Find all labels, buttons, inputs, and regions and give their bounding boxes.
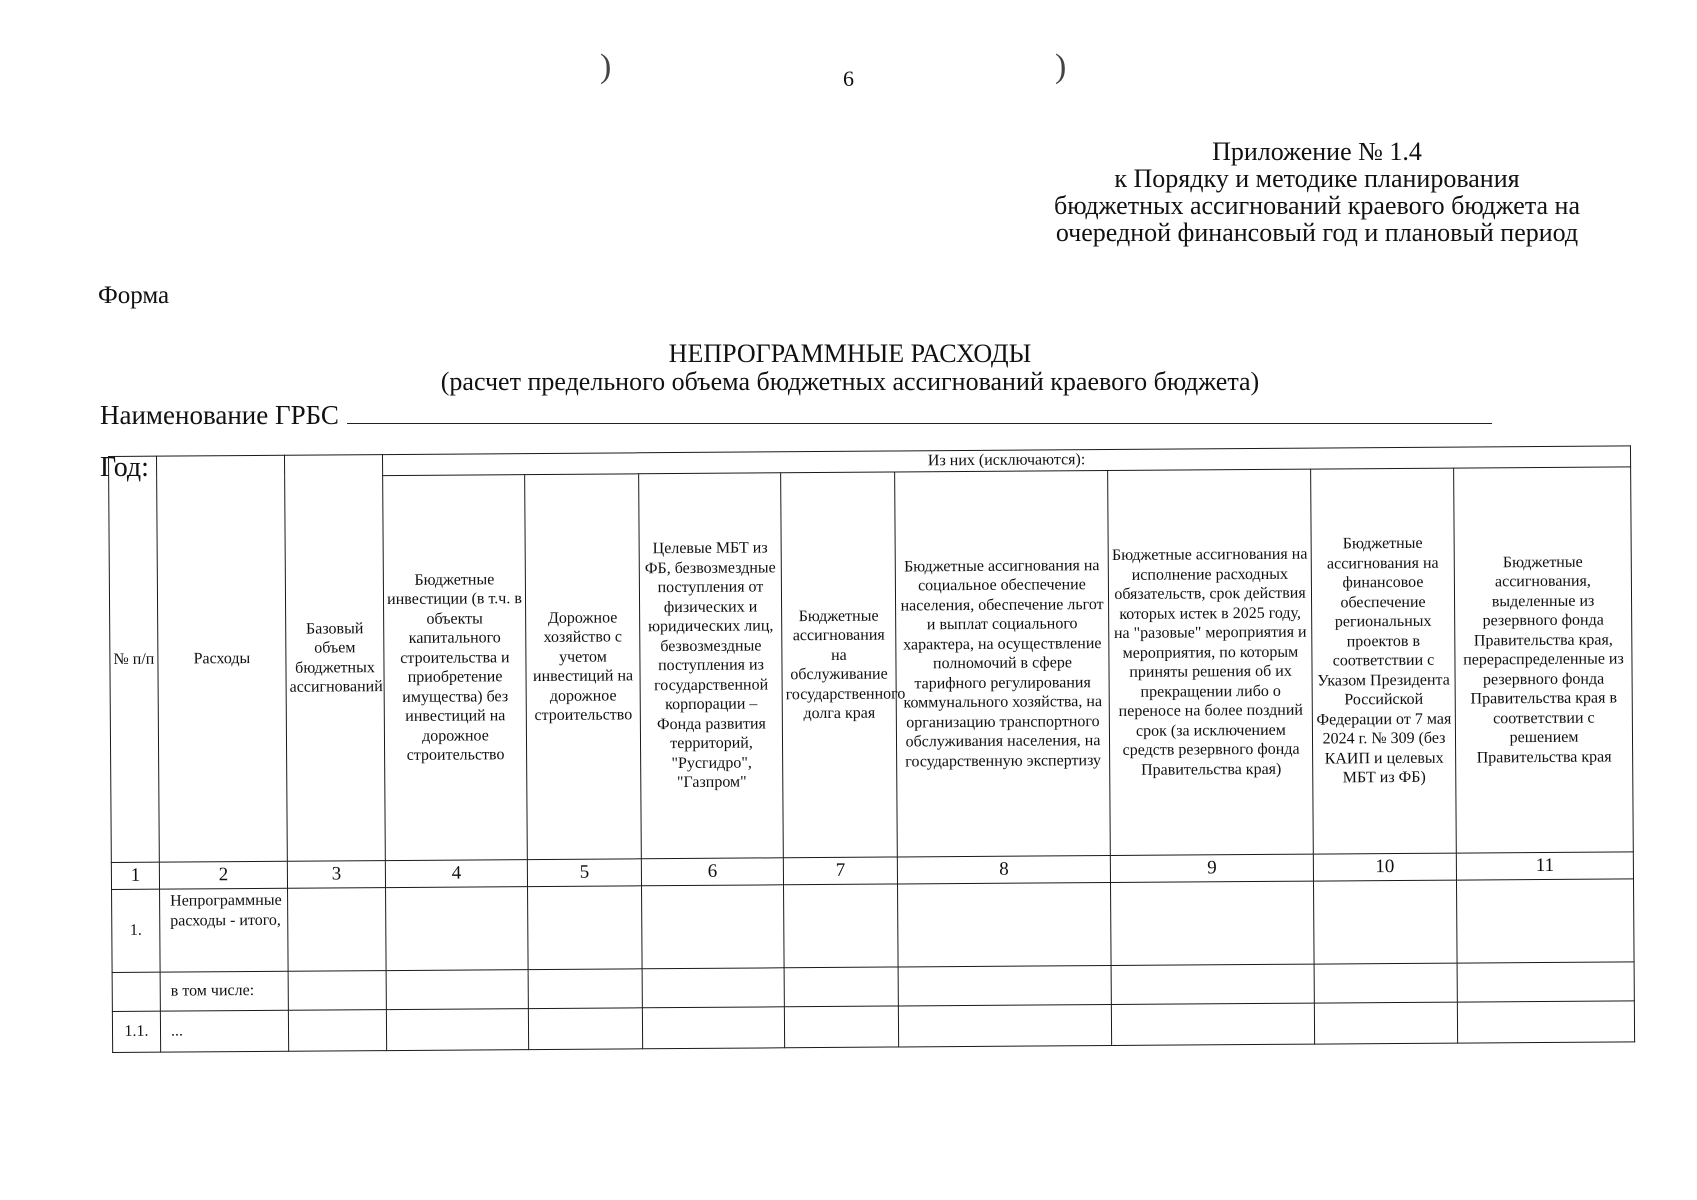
column-number: 9 xyxy=(1110,854,1313,882)
table-cell[interactable] xyxy=(528,1008,642,1050)
page-number: 6 xyxy=(843,66,854,91)
table-cell[interactable] xyxy=(1314,1002,1457,1044)
table-cell[interactable] xyxy=(898,1005,1111,1047)
table-cell[interactable] xyxy=(1111,964,1314,1004)
header-num: № п/п xyxy=(109,456,160,862)
header-col-8: Бюджетные ассигнования на социальное обеспечение населения, обеспечение льгот и выплат социального характера, на осуществление полномочий в сфере тарифного регулирования коммунального хозяйства, на организацию транспортного обслуживания населения, на государственную экспертизу xyxy=(895,471,1111,857)
table-cell[interactable] xyxy=(288,888,387,972)
column-number: 7 xyxy=(783,857,897,885)
column-number: 2 xyxy=(159,861,287,889)
table-cell[interactable] xyxy=(528,886,643,970)
header-base-volume: Базовый объем бюджетных ассигнований xyxy=(284,455,385,862)
row-name: в том числе: xyxy=(160,971,288,1011)
grbs-fill-line[interactable] xyxy=(347,401,1492,424)
grbs-field xyxy=(100,400,1492,431)
table-cell[interactable] xyxy=(1457,962,1634,1002)
column-number: 11 xyxy=(1456,852,1633,880)
table-cell[interactable] xyxy=(386,887,529,971)
row-num: 1.1. xyxy=(112,1011,160,1052)
header-col-4: Бюджетные инвестиции (в т.ч. в объекты капитального строительства и приобретение имущества) без инвестиций на дорожное строительство xyxy=(383,475,528,861)
table-cell[interactable] xyxy=(1456,879,1634,963)
table-cell[interactable] xyxy=(288,971,386,1011)
title-sub: (расчет предельного объема бюджетных ассигнований краевого бюджета) xyxy=(440,367,1260,396)
scan-mark: ) xyxy=(1055,48,1067,85)
scan-mark: ) xyxy=(600,48,612,85)
table-cell[interactable] xyxy=(1111,1003,1314,1045)
header-col-11: Бюджетные ассигнования, выделенные из резервного фонда Правительства края, перераспределенные из резервного фонда Правительства края в соответствии с решением Правительства края xyxy=(1454,467,1634,853)
expenses-table xyxy=(108,445,1635,1053)
table-cell[interactable] xyxy=(1314,963,1457,1003)
table-cell[interactable] xyxy=(1457,1001,1634,1043)
table-row xyxy=(112,879,1635,973)
annex-line: очередной финансовый год и плановый период xyxy=(1055,218,1579,247)
table-cell[interactable] xyxy=(386,970,528,1010)
header-col-5: Дорожное хозяйство с учетом инвестиций на дорожное строительство xyxy=(525,474,642,860)
column-number: 8 xyxy=(897,856,1110,884)
header-expenses: Расходы xyxy=(157,455,288,862)
column-number: 1 xyxy=(111,862,159,889)
column-number: 4 xyxy=(385,860,527,888)
table-cell[interactable] xyxy=(386,1009,528,1051)
header-excluded-group: Из них (исключаются): xyxy=(382,446,1630,476)
annex-line: Приложение № 1.4 xyxy=(1212,137,1422,166)
row-name: ... xyxy=(160,1010,288,1052)
table-cell[interactable] xyxy=(288,1010,386,1052)
row-num xyxy=(112,972,160,1011)
table-cell[interactable] xyxy=(784,1006,898,1048)
annex-line: к Порядку и методике планирования xyxy=(1114,164,1520,193)
column-number: 5 xyxy=(527,859,641,887)
column-number: 6 xyxy=(641,858,783,886)
table-cell[interactable] xyxy=(642,968,784,1008)
table-cell[interactable] xyxy=(642,1007,784,1049)
year-label: Год: xyxy=(100,452,149,483)
header-col-10: Бюджетные ассигнования на финансовое обеспечение региональных проектов в соответствии с Указом Президента Российской Федерации от 7 мая 2024 г. № 309 (без КАИП и целевых МБТ из ФБ) xyxy=(1311,468,1457,854)
table-cell[interactable] xyxy=(528,969,642,1009)
table-cell[interactable] xyxy=(642,885,785,969)
annex-line: бюджетных ассигнований краевого бюджета на xyxy=(1053,191,1581,220)
table-cell[interactable] xyxy=(784,967,898,1007)
document-title xyxy=(380,340,1320,396)
column-number: 10 xyxy=(1313,853,1456,881)
row-name: Непрограммные расходы - итого, xyxy=(160,888,289,972)
header-col-6: Целевые МБТ из ФБ, безвозмездные поступления от физических и юридических лиц, безвозмездные поступления из государственной корпорации – Фонда развития территорий, "Русгидро", "Газпром" xyxy=(639,473,784,859)
table-cell[interactable] xyxy=(1111,881,1315,965)
column-number: 3 xyxy=(287,861,385,889)
table-cell[interactable] xyxy=(1313,880,1457,964)
table-cell[interactable] xyxy=(898,883,1112,967)
header-col-9: Бюджетные ассигнования на исполнение расходных обязательств, срок действия которых истек в 2025 году, на "разовые" мероприятия и мероприятия, по которым приняты решения об их прекращении либо о переносе на более поздний срок (за исключением средств резервного фонда Правительства края) xyxy=(1108,469,1314,855)
row-num: 1. xyxy=(112,889,161,972)
grbs-label: Наименование ГРБС xyxy=(100,400,339,430)
table-cell[interactable] xyxy=(898,966,1111,1006)
form-label: Форма xyxy=(98,282,170,309)
table-cell[interactable] xyxy=(784,884,899,968)
title-main: НЕПРОГРАММНЫЕ РАСХОДЫ xyxy=(668,339,1032,368)
expenses-table-wrapper xyxy=(108,445,1634,1053)
header-col-7: Бюджетные ассигнования на обслуживание государственного долга края xyxy=(781,472,898,858)
annex-header xyxy=(1007,138,1627,246)
